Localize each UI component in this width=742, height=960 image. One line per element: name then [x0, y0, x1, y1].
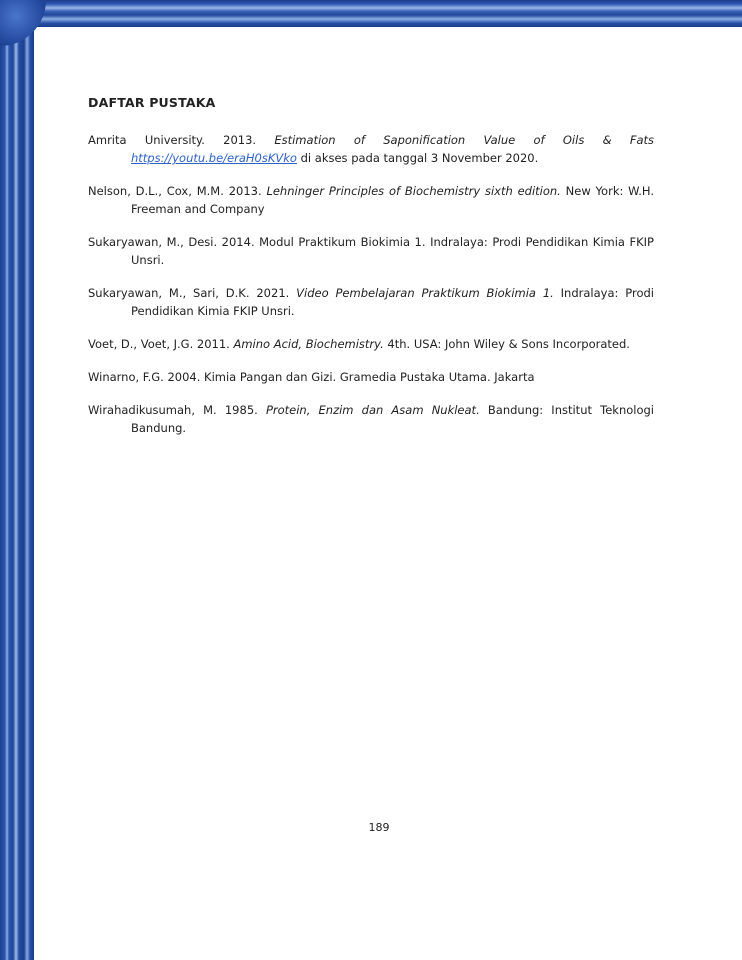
- reference-text-tail: Indralaya: Prodi Pendidikan Kimia FKIP Unsri.: [131, 286, 654, 318]
- reference-title: Protein, Enzim dan Asam Nukleat.: [265, 403, 480, 417]
- reference-entry: [88, 284, 654, 320]
- reference-title: Amino Acid, Biochemistry.: [233, 337, 384, 351]
- reference-text-tail: New York: W.H. Freeman and Company: [131, 184, 654, 216]
- reference-text: Wirahadikusumah, M. 1985.: [88, 403, 266, 417]
- reference-entry: [88, 335, 654, 353]
- reference-text: Sukaryawan, M., Sari, D.K. 2021.: [88, 286, 297, 300]
- left-border-decoration: [0, 0, 34, 960]
- reference-title: Video Pembelajaran Praktikum Biokimia 1.: [296, 286, 554, 300]
- reference-entry: [88, 368, 654, 386]
- top-border-decoration: [28, 0, 742, 27]
- corner-ornament: [0, 0, 46, 46]
- reference-text-tail: Bandung: Institut Teknologi Bandung.: [131, 403, 654, 435]
- reference-text: Voet, D., Voet, J.G. 2011.: [88, 337, 234, 351]
- reference-text: Sukaryawan, M., Desi. 2014. Modul Praktikum Biokimia 1. Indralaya: Prodi Pendidikan Kimia FKIP Unsri.: [88, 235, 654, 267]
- reference-text-tail: di akses pada tanggal 3 November 2020.: [296, 151, 539, 165]
- bibliography-section: [88, 95, 654, 452]
- reference-entry: [88, 182, 654, 218]
- reference-link[interactable]: https://youtu.be/eraH0sKVko: [131, 151, 297, 165]
- reference-entry: [88, 233, 654, 269]
- reference-entry: [88, 401, 654, 437]
- page-heading: DAFTAR PUSTAKA: [88, 95, 216, 110]
- reference-text: Amrita University. 2013.: [88, 133, 275, 147]
- reference-title: Estimation of Saponification Value of Oils & Fats: [274, 133, 654, 147]
- reference-text: Winarno, F.G. 2004. Kimia Pangan dan Gizi. Gramedia Pustaka Utama. Jakarta: [88, 370, 535, 384]
- reference-title: Lehninger Principles of Biochemistry sixth edition.: [266, 184, 561, 198]
- reference-text: Nelson, D.L., Cox, M.M. 2013.: [88, 184, 267, 198]
- page-number: 189: [368, 821, 390, 834]
- reference-text-tail: 4th. USA: John Wiley & Sons Incorporated.: [383, 337, 630, 351]
- reference-entry: [88, 131, 654, 167]
